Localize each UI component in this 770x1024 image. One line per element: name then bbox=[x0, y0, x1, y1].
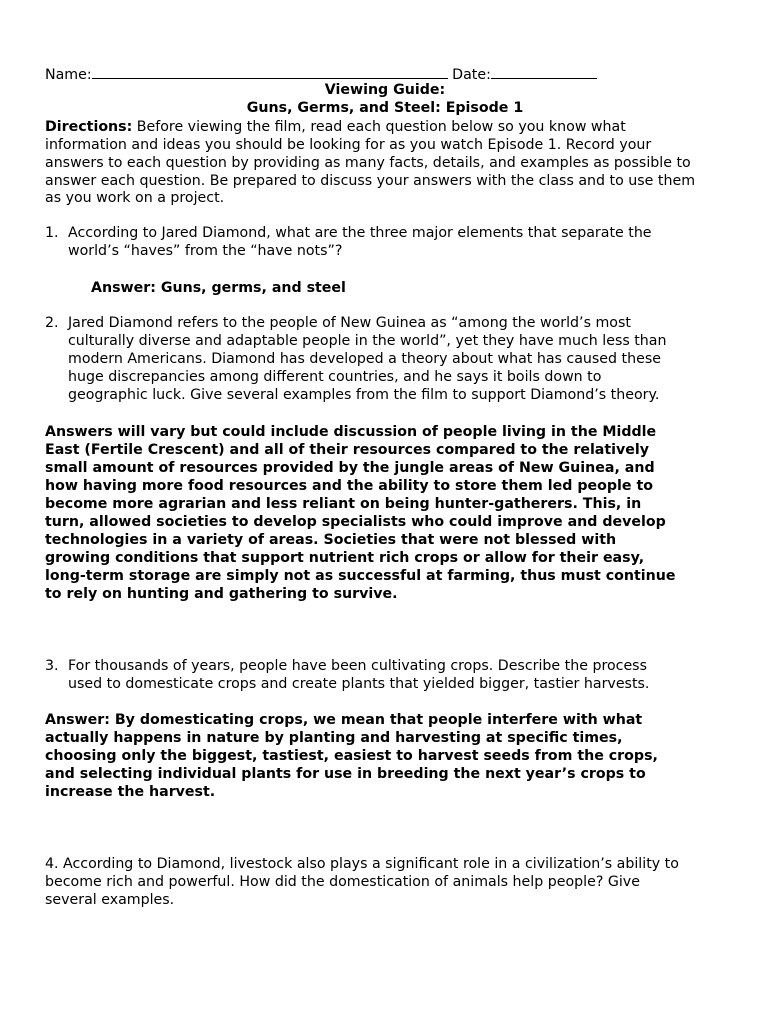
directions-line bbox=[45, 118, 626, 136]
answer-line: East (Fertile Crescent) and all of their resources compared to the relatively bbox=[45, 442, 650, 458]
question-line: several examples. bbox=[45, 892, 175, 908]
answer-line: Answers will vary but could include discussion of people living in the Middle bbox=[45, 424, 657, 440]
directions-line: answer each question. Be prepared to discuss your answers with the class and to use them bbox=[45, 173, 696, 189]
directions-line: information and ideas you should be looking for as you watch Episode 1. Record your bbox=[45, 137, 652, 153]
question-line: culturally diverse and adaptable people in the world”, yet they have much less than bbox=[68, 333, 667, 349]
question-number: 1. bbox=[45, 225, 59, 241]
answer-line: small amount of resources provided by the jungle areas of New Guinea, and bbox=[45, 460, 655, 476]
question-line: huge discrepancies among different countries, and he says it boils down to bbox=[68, 369, 602, 385]
question-number: 3. bbox=[45, 658, 59, 674]
question-line: become rich and powerful. How did the domestication of animals help people? Give bbox=[45, 874, 640, 890]
name-blank[interactable] bbox=[92, 63, 448, 79]
question-line: world’s “haves” from the “have nots”? bbox=[68, 243, 343, 259]
question-line: According to Jared Diamond, what are the three major elements that separate the bbox=[68, 225, 652, 241]
directions-line: as you work on a project. bbox=[45, 190, 225, 206]
answer-line: technologies in a variety of areas. Societies that were not blessed with bbox=[45, 532, 617, 548]
directions-line: answers to each question by providing as many facts, details, and examples as possible to bbox=[45, 155, 691, 171]
answer-line: choosing only the biggest, tastiest, easiest to harvest seeds from the crops, bbox=[45, 748, 658, 764]
answer-line: become more agrarian and less reliant on being hunter-gatherers. This, in bbox=[45, 496, 642, 512]
answer-line: and selecting individual plants for use in breeding the next year’s crops to bbox=[45, 766, 646, 782]
answer-line: how having more food resources and the ability to store them led people to bbox=[45, 478, 653, 494]
directions-text: Before viewing the film, read each question below so you know what bbox=[132, 119, 626, 135]
question-line: For thousands of years, people have been cultivating crops. Describe the process bbox=[68, 658, 647, 674]
answer-line: to rely on hunting and gathering to survive. bbox=[45, 586, 398, 602]
page-subtitle: Guns, Germs, and Steel: Episode 1 bbox=[246, 100, 524, 116]
date-label: Date: bbox=[452, 67, 491, 83]
answer-line: long-term storage are simply not as successful at farming, thus must continue bbox=[45, 568, 676, 584]
answer-line: growing conditions that support nutrient rich crops or allow for their easy, bbox=[45, 550, 645, 566]
answer-line: actually happens in nature by planting and harvesting at specific times, bbox=[45, 730, 623, 746]
page-title: Viewing Guide: bbox=[324, 82, 446, 98]
question-line: 4. According to Diamond, livestock also plays a significant role in a civilization’s ability to bbox=[45, 856, 679, 872]
answer-line: turn, allowed societies to develop specialists who could improve and develop bbox=[45, 514, 666, 530]
answer-line: Answer: By domesticating crops, we mean that people interfere with what bbox=[45, 712, 643, 728]
directions-label: Directions: bbox=[45, 119, 133, 135]
name-label: Name: bbox=[45, 67, 92, 83]
question-number: 2. bbox=[45, 315, 59, 331]
question-line: modern Americans. Diamond has developed a theory about what has caused these bbox=[68, 351, 661, 367]
question-line: geographic luck. Give several examples from the film to support Diamond’s theory. bbox=[68, 387, 660, 403]
question-line: used to domesticate crops and create plants that yielded bigger, tastier harvests. bbox=[68, 676, 650, 692]
answer-line: Answer: Guns, germs, and steel bbox=[91, 280, 346, 296]
answer-line: increase the harvest. bbox=[45, 784, 216, 800]
question-line: Jared Diamond refers to the people of New Guinea as “among the world’s most bbox=[68, 315, 631, 331]
date-blank[interactable] bbox=[491, 63, 597, 79]
